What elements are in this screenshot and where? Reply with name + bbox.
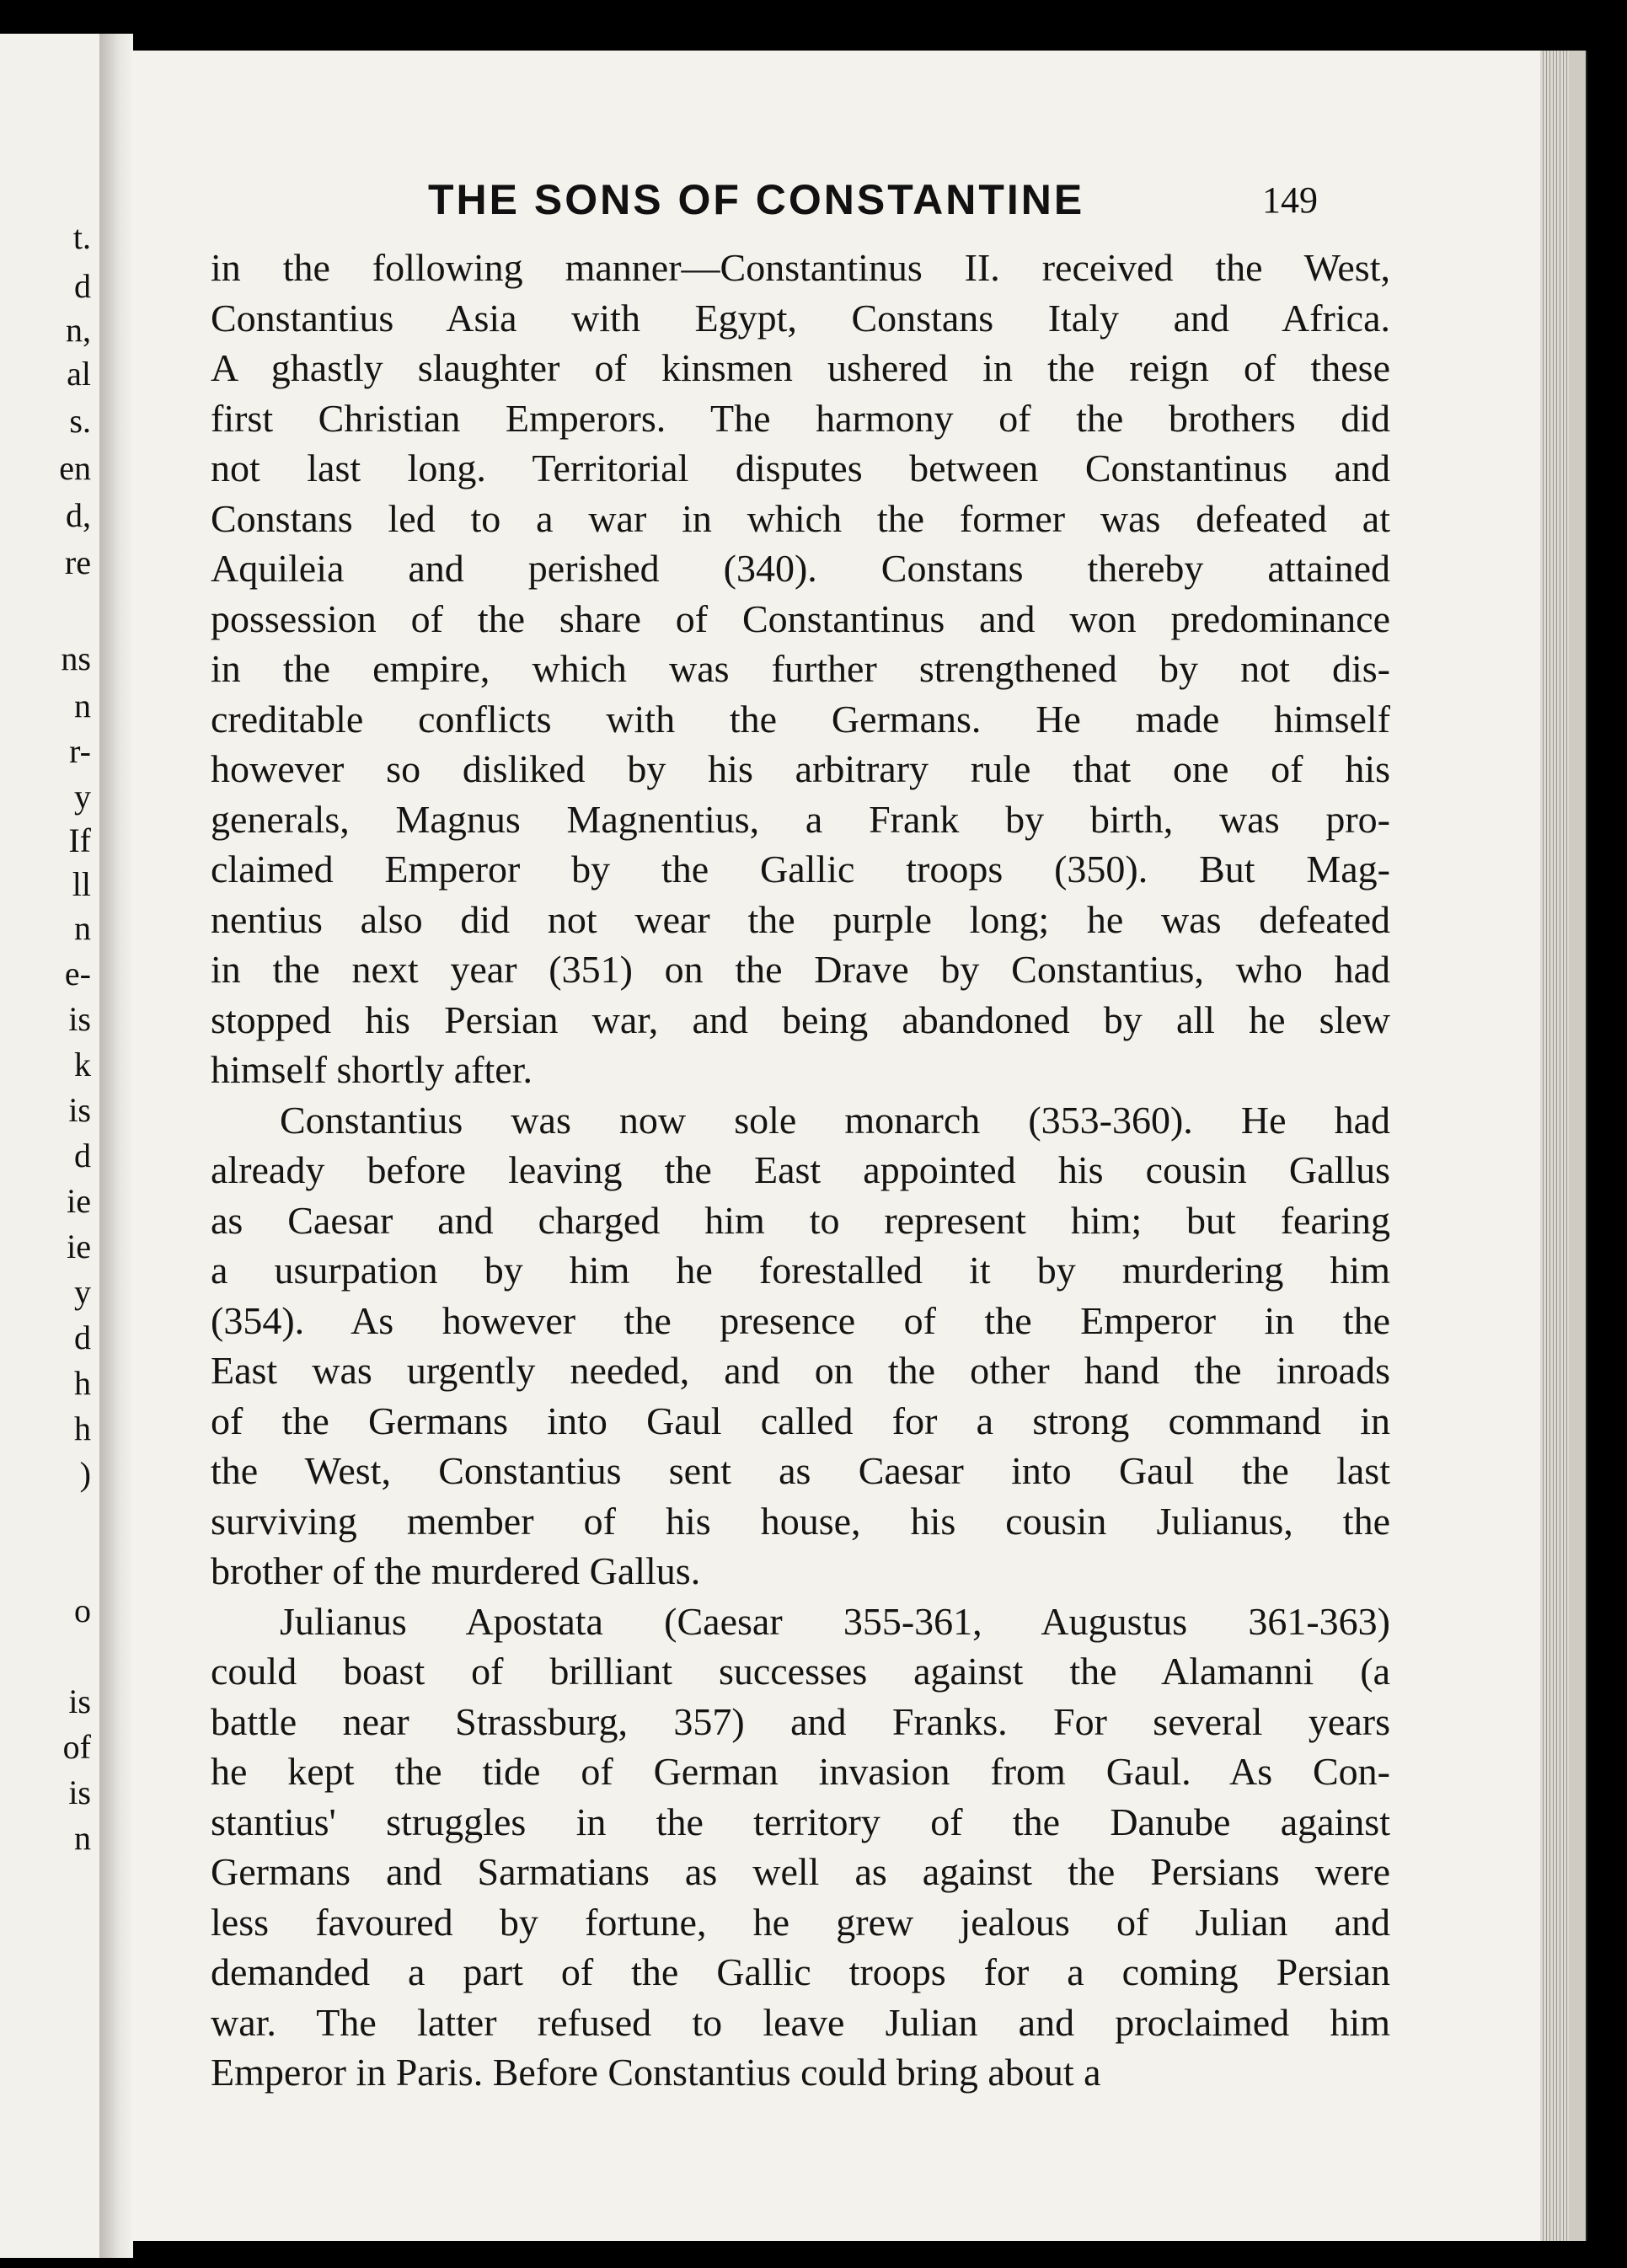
facing-page-fragment: en <box>59 449 91 487</box>
text-line: in the empire, which was further strengthened by not dis- <box>211 647 1390 690</box>
facing-page-fragment: d <box>74 1319 91 1356</box>
facing-page-fragment: t. <box>72 218 91 256</box>
text-line: he kept the tide of German invasion from Gaul. As Con- <box>211 1750 1390 1793</box>
text-line: however so disliked by his arbitrary rule that one of his <box>211 747 1390 790</box>
text-line: surviving member of his house, his cousin Julianus, the <box>211 1499 1390 1543</box>
facing-page-fragment: y <box>74 1273 91 1311</box>
page-header <box>133 175 1540 234</box>
facing-page-fragment: d <box>74 267 91 305</box>
text-line: of the Germans into Gaul called for a strong command in <box>211 1399 1390 1442</box>
text-line: as Caesar and charged him to represent him; but fearing <box>211 1198 1390 1242</box>
text-line: East was urgently needed, and on the other hand the inroads <box>211 1349 1390 1392</box>
text-line: (354). As however the presence of the Emperor in the <box>211 1298 1390 1342</box>
body-text <box>211 243 1390 2098</box>
text-line: a usurpation by him he forestalled it by murdering him <box>211 1249 1390 1292</box>
text-line: first Christian Emperors. The harmony of the brothers did <box>211 396 1390 440</box>
text-line: could boast of brilliant successes against the Alamanni (a <box>211 1650 1390 1693</box>
text-line: already before leaving the East appointed his cousin Gallus <box>211 1148 1390 1191</box>
running-head: THE SONS OF CONSTANTINE <box>428 176 1085 223</box>
facing-page-fragment: re <box>64 543 91 581</box>
facing-page-fragment: d <box>74 1137 91 1174</box>
facing-page-fragment: is <box>68 1000 91 1038</box>
text-line: in the following manner—Constantinus II. received the West, <box>211 246 1390 289</box>
text-line: Constantius was now sole monarch (353-360). He had <box>280 1098 1390 1142</box>
text-line: in the next year (351) on the Drave by Constantius, who had <box>211 948 1390 991</box>
text-line: generals, Magnus Magnentius, a Frank by birth, was pro- <box>211 797 1390 841</box>
facing-page-fragment: n <box>74 909 91 947</box>
text-line: not last long. Territorial disputes between Constantinus and <box>211 447 1390 489</box>
facing-page-fragment: n, <box>66 311 91 349</box>
facing-page-fragment: d, <box>66 496 91 534</box>
book-page <box>133 51 1540 2241</box>
facing-page-fragment: n <box>74 1819 91 1857</box>
text-line: possession of the share of Constantinus and won predominance <box>211 596 1390 640</box>
facing-page-fragment: k <box>74 1046 91 1083</box>
text-line: Julianus Apostata (Caesar 355-361, Augustus 361-363) <box>280 1599 1390 1643</box>
text-line: Aquileia and perished (340). Constans thereby attained <box>211 547 1390 590</box>
facing-page-fragment: is <box>68 1682 91 1720</box>
facing-page-fragment: If <box>68 821 91 859</box>
text-line: Germans and Sarmatians as well as against the Persians were <box>211 1850 1390 1893</box>
paragraph <box>211 1095 1390 1597</box>
book-gutter <box>99 34 133 2258</box>
facing-page-fragment: r- <box>69 732 91 770</box>
text-line: claimed Emperor by the Gallic troops (350). But Mag- <box>211 848 1390 891</box>
text-line: war. The latter refused to leave Julian and proclaimed him <box>211 2000 1390 2044</box>
facing-page-fragment: ie <box>67 1228 91 1265</box>
facing-page-fragment: al <box>67 355 91 393</box>
text-line: himself shortly after. <box>211 1048 533 1091</box>
text-line: stopped his Persian war, and being abandoned by all he slew <box>211 998 1390 1041</box>
text-line: Constantius Asia with Egypt, Constans Italy and Africa. <box>211 296 1390 340</box>
text-line: A ghastly slaughter of kinsmen ushered in the reign of these <box>211 346 1390 389</box>
facing-page-fragment: s. <box>69 402 91 440</box>
page-number: 149 <box>1262 179 1318 221</box>
page-edge <box>1540 51 1569 2241</box>
text-line: creditable conflicts with the Germans. He made himself <box>211 697 1390 741</box>
text-line: brother of the murdered Gallus. <box>211 1549 701 1592</box>
facing-page-fragment: ns <box>61 639 91 677</box>
facing-page-fragment: ) <box>79 1455 91 1493</box>
facing-page-fragment: is <box>68 1773 91 1811</box>
facing-page-fragment: y <box>74 778 91 816</box>
paragraph <box>211 243 1390 1095</box>
facing-page-fragment: h <box>74 1409 91 1447</box>
facing-page-fragment: h <box>74 1364 91 1402</box>
text-line: battle near Strassburg, 357) and Franks. For several years <box>211 1699 1390 1743</box>
facing-page-fragment: n <box>74 687 91 725</box>
text-line: stantius' struggles in the territory of the Danube against <box>211 1800 1390 1843</box>
facing-page-fragment: ie <box>67 1182 91 1220</box>
facing-page-fragment: o <box>74 1591 91 1629</box>
text-line: Emperor in Paris. Before Constantius could bring about a <box>211 2051 1101 2094</box>
text-line: Constans led to a war in which the former was defeated at <box>211 496 1390 540</box>
facing-page-fragment: ll <box>72 865 91 903</box>
facing-page-fragment: is <box>68 1091 91 1129</box>
book-cover-edge <box>1569 51 1587 2241</box>
text-line: less favoured by fortune, he grew jealous of Julian and <box>211 1900 1390 1944</box>
facing-page-fragment: e- <box>64 955 91 992</box>
text-line: the West, Constantius sent as Caesar into Gaul the last <box>211 1449 1390 1492</box>
text-line: demanded a part of the Gallic troops for a coming Persian <box>211 1950 1390 1993</box>
facing-page-fragment: of <box>62 1728 91 1766</box>
text-line: nentius also did not wear the purple long; he was defeated <box>211 897 1390 941</box>
paragraph <box>211 1597 1390 2098</box>
facing-page <box>0 34 102 2258</box>
